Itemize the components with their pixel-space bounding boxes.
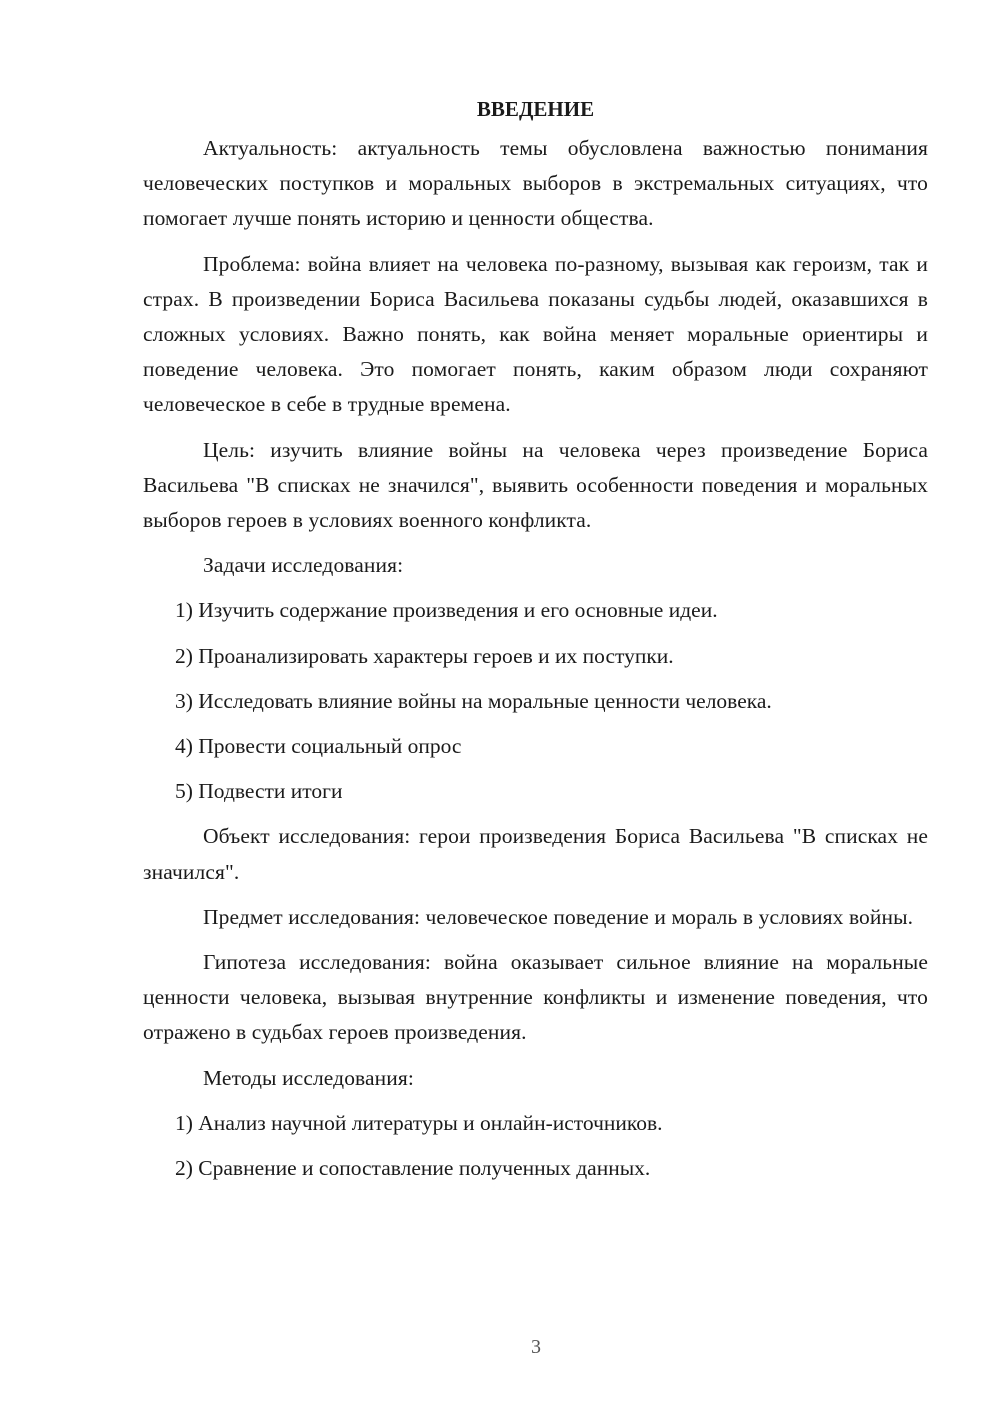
paragraph-tasks-intro: Задачи исследования:: [203, 553, 404, 578]
paragraph-methods-intro: Методы исследования:: [203, 1065, 414, 1090]
tasks-list: [143, 593, 928, 809]
list-item: 1) Изучить содержание произведения и его основные идеи.: [175, 598, 718, 623]
list-item: 2) Сравнение и сопоставление полученных данных.: [175, 1156, 651, 1181]
paragraph-hypothesis: Гипотеза исследования: война оказывает сильное влияние на моральные ценности человека, вызывая внутренние конфликты и изменение поведения, что отражено в судьбах героев произведения.: [143, 950, 928, 1045]
paragraph-goal: Цель: изучить влияние войны на человека через произведение Бориса Васильева "В списках не значился", выявить особенности поведения и моральных выборов героев в условиях военного конфликта.: [143, 437, 928, 533]
list-item: 2) Проанализировать характеры героев и их поступки.: [175, 643, 674, 668]
list-item: 5) Подвести итоги: [175, 779, 343, 804]
list-item: 4) Провести социальный опрос: [175, 734, 462, 759]
paragraph-relevance: Актуальность: актуальность темы обусловлена важностью понимания человеческих поступков и моральных выборов в экстремальных ситуациях, что помогает лучше понять историю и ценности общества.: [143, 136, 928, 231]
list-item: 3) Исследовать влияние войны на моральные ценности человека.: [175, 688, 772, 713]
section-heading: ВВЕДЕНИЕ: [476, 97, 595, 121]
page-number: 3: [531, 1336, 541, 1358]
paragraph-subject: Предмет исследования: человеческое поведение и мораль в условиях войны.: [203, 904, 914, 929]
paragraph-problem: Проблема: война влияет на человека по-разному, вызывая как героизм, так и страх. В произведении Бориса Васильева показаны судьбы людей, оказавшихся в сложных условиях. Важно понять, как война меняет моральные ориентиры и поведение человека. Это помогает понять, каким образом люди сохраняют человеческое в себе в трудные времена.: [143, 251, 928, 417]
paragraph-object: Объект исследования: герои произведения Бориса Васильева "В списках не значился".: [143, 824, 928, 884]
methods-list: [143, 1106, 928, 1186]
document-page: [143, 92, 928, 1196]
list-item: 1) Анализ научной литературы и онлайн-источников.: [175, 1110, 663, 1135]
